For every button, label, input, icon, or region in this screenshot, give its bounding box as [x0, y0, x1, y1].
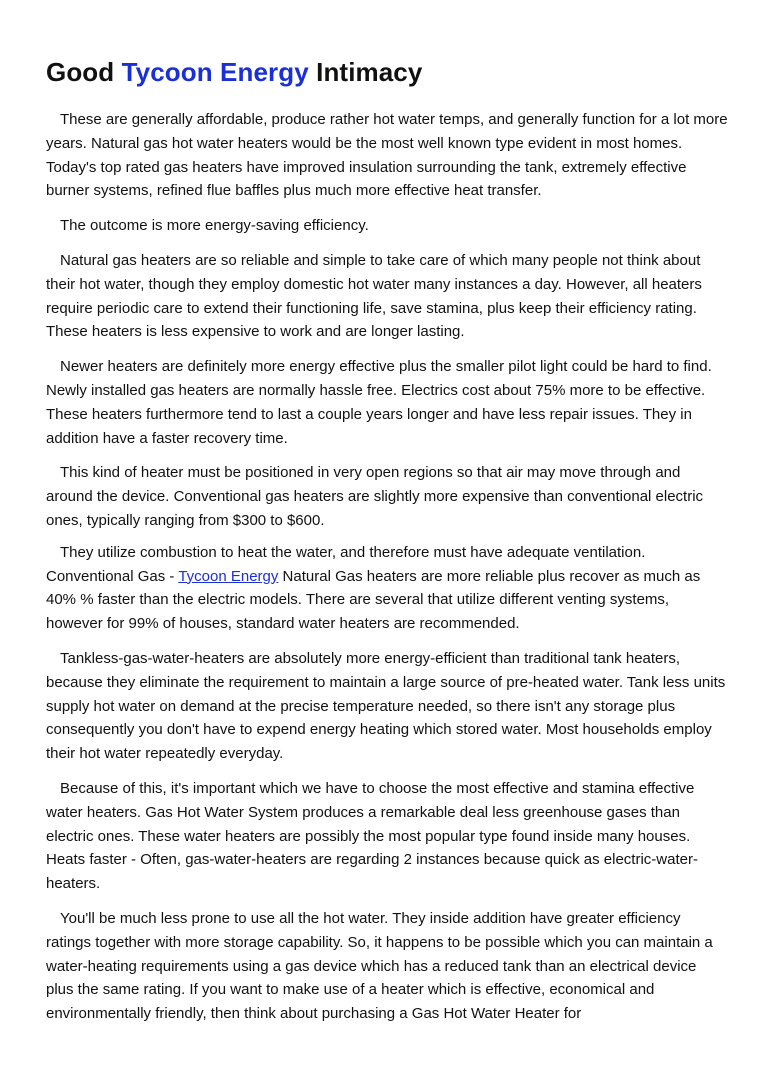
paragraph-7: Tankless-gas-water-heaters are absolutely more energy-efficient than traditional tank heaters, because they eliminate the requirement to maintain a large source of pre-heated water. Tank less units supply hot water on demand at the precise temperature needed, so there isn't any storage plus consequently you don't have to expend energy heating which stored water. Most households employ their hot water repeatedly everyday. [46, 649, 726, 763]
page-title [46, 54, 728, 90]
paragraph-6-text-before: They utilize combustion to heat the water, and therefore must have adequate ventilation. Conventional Gas - [46, 543, 646, 585]
title-text-after: Intimacy [316, 57, 423, 87]
tycoon-energy-link[interactable]: Tycoon Energy [178, 567, 279, 585]
title-text-before: Good [46, 57, 115, 87]
paragraph-4: Newer heaters are definitely more energy effective plus the smaller pilot light could be hard to find. Newly installed gas heaters are normally hassle free. Electrics cost about 75% more to be effective. These heaters furthermore tend to last a couple years longer and have less repair issues. They in addition have a faster recovery time. [46, 358, 712, 447]
document-page [46, 54, 728, 1037]
paragraph-6-text-after: Natural Gas heaters are more reliable plus recover as much as 40% % faster than the electric models. There are several that utilize different venting systems, however for 99% of houses, standard water heaters are recommended. [46, 567, 701, 633]
paragraph-1: These are generally affordable, produce rather hot water temps, and generally function for a lot more years. Natural gas hot water heaters would be the most well known type evident in most homes. Today's top rated gas heaters have improved insulation surrounding the tank, extremely effective burner systems, refined flue baffles plus much more effective heat transfer. [46, 111, 728, 200]
paragraph-8: Because of this, it's important which we have to choose the most effective and stamina effective water heaters. Gas Hot Water System produces a remarkable deal less greenhouse gases than electric ones. These water heaters are possibly the most popular type found inside many houses. Heats faster - Often, gas-water-heaters are regarding 2 instances because quick as electric-water-heaters. [46, 779, 698, 893]
paragraph-3: Natural gas heaters are so reliable and simple to take care of which many people not think about their hot water, though they employ domestic hot water many instances a day. However, all heaters require periodic care to extend their functioning life, save stamina, plus keep their efficiency rating. These heaters is less expensive to work and are longer lasting. [46, 251, 702, 341]
paragraph-6 [46, 541, 728, 636]
paragraph-9: You'll be much less prone to use all the hot water. They inside addition have greater efficiency ratings together with more storage capability. So, it happens to be possible which you can maintain a water-heating requirements using a gas device which has a reduced tank than an electrical device plus the same rating. If you want to make use of a heater which is effective, economical and environmentally friendly, then think about purchasing a Gas Hot Water Heater for [46, 909, 713, 1023]
paragraph-5: This kind of heater must be positioned in very open regions so that air may move through and around the device. Conventional gas heaters are slightly more expensive than conventional electric ones, typically ranging from $300 to $600. [46, 464, 704, 529]
title-link[interactable]: Tycoon Energy [121, 57, 309, 87]
paragraph-2: The outcome is more energy-saving efficiency. [60, 217, 369, 235]
